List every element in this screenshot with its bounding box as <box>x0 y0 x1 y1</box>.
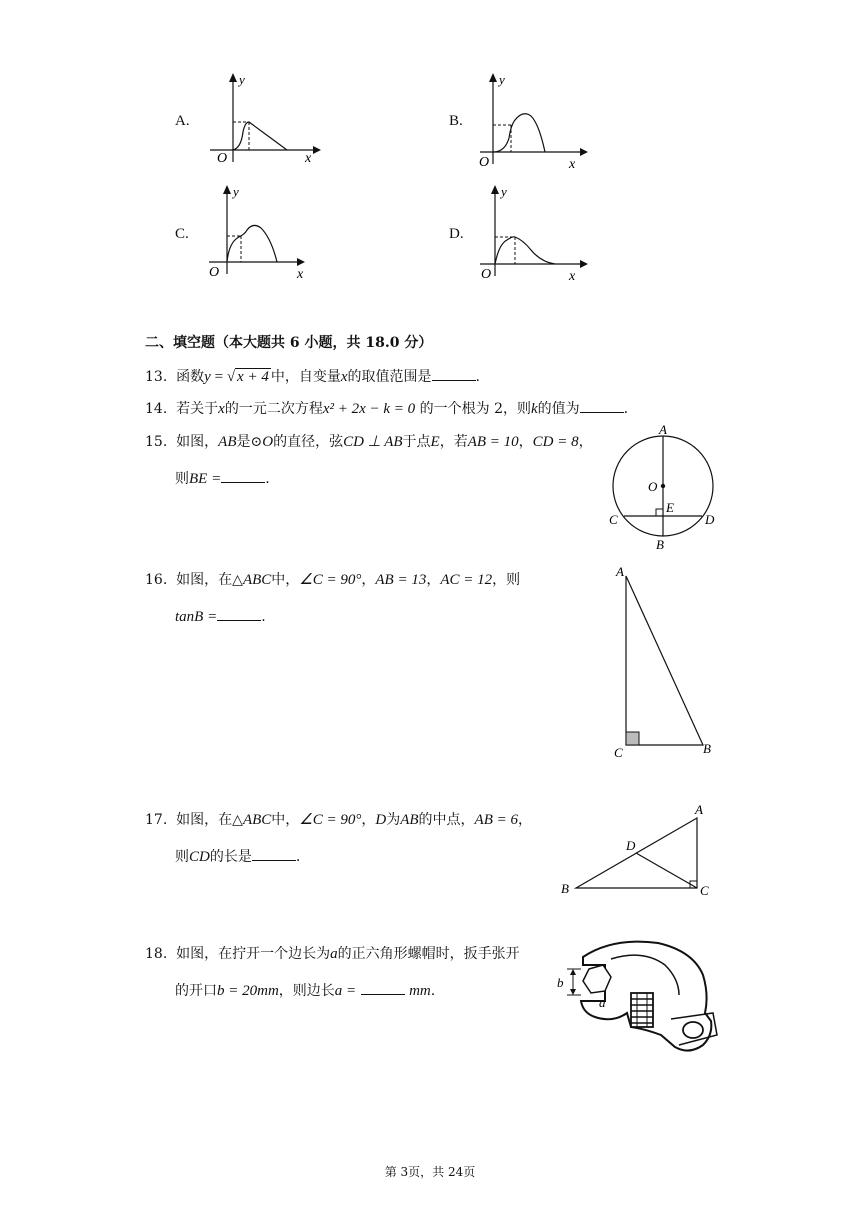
axis-y-label: y <box>239 72 245 87</box>
question-17-line2: 则CD的长是 . <box>175 846 300 867</box>
svg-text:B: B <box>656 537 664 552</box>
svg-text:C: C <box>700 883 709 898</box>
svg-text:O: O <box>648 479 658 494</box>
svg-text:a: a <box>599 995 606 1010</box>
svg-text:x: x <box>569 157 576 170</box>
section-title: 二、填空题（本大题共 6 小题，共 18.0 分） <box>145 335 433 351</box>
answer-blank-13[interactable] <box>432 366 476 381</box>
question-18: 18. 如图，在拧开一个边长为a的正六角形螺帽时，扳手张开 <box>145 946 520 962</box>
question-16-line2: tanB = . <box>175 606 266 627</box>
option-c-label: C. <box>175 226 189 242</box>
svg-text:A: A <box>659 422 667 437</box>
svg-text:C: C <box>614 745 623 760</box>
question-14: 14. 若关于x的一元二次方程x² + 2x − k = 0 的一个根为 2，则k的值为 . <box>145 398 628 419</box>
option-b-label: B. <box>449 113 463 129</box>
svg-text:O: O <box>479 155 490 170</box>
svg-text:B: B <box>703 741 711 756</box>
svg-text:O: O <box>209 265 220 280</box>
svg-text:x: x <box>297 267 304 282</box>
svg-text:C: C <box>609 512 618 527</box>
figure-18-wrench <box>553 935 723 1060</box>
answer-blank-15[interactable] <box>221 468 265 483</box>
question-15-line2: 则BE = . <box>175 468 270 489</box>
figure-17-triangle <box>556 800 726 902</box>
origin-label: O <box>217 151 228 165</box>
svg-text:b: b <box>557 975 564 990</box>
question-18-line2: 的开口b = 20mm，则边长a = mm. <box>175 980 435 1001</box>
question-16: 16. 如图，在△ABC中，∠C = 90°，AB = 13，AC = 12，则 <box>145 572 521 588</box>
option-a-label: A. <box>175 113 190 129</box>
svg-text:E: E <box>666 500 674 515</box>
answer-blank-17[interactable] <box>252 846 296 861</box>
answer-blank-18[interactable] <box>361 980 405 995</box>
svg-text:B: B <box>561 881 569 896</box>
option-d-graph <box>475 182 595 282</box>
option-c-graph <box>205 182 325 282</box>
page-footer: 第 3页，共 24页 <box>384 1165 476 1179</box>
axis-x-label: x <box>305 151 312 165</box>
svg-text:y: y <box>501 184 507 199</box>
svg-text:x: x <box>569 269 576 282</box>
svg-text:D: D <box>626 838 636 853</box>
question-13: 13. 函数y = √ x + 4 中，自变量x的取值范围是 . <box>145 366 480 387</box>
option-d-label: D. <box>449 226 464 242</box>
question-15: 15. 如图，AB是⊙O的直径，弦CD ⊥ AB于点E，若AB = 10，CD = 8， <box>145 434 593 450</box>
option-a-graph <box>205 70 325 165</box>
svg-text:D: D <box>705 512 715 527</box>
figure-16-triangle <box>606 560 726 766</box>
question-17: 17. 如图，在△ABC中，∠C = 90°，D为AB的中点，AB = 6， <box>145 812 532 828</box>
answer-blank-14[interactable] <box>580 398 624 413</box>
svg-text:y: y <box>499 72 505 87</box>
figure-15-circle <box>600 420 730 556</box>
svg-text:O: O <box>481 267 492 282</box>
option-b-graph <box>475 70 595 170</box>
svg-text:A: A <box>616 564 624 579</box>
svg-text:y: y <box>233 184 239 199</box>
answer-blank-16[interactable] <box>217 606 261 621</box>
svg-text:A: A <box>695 802 703 817</box>
